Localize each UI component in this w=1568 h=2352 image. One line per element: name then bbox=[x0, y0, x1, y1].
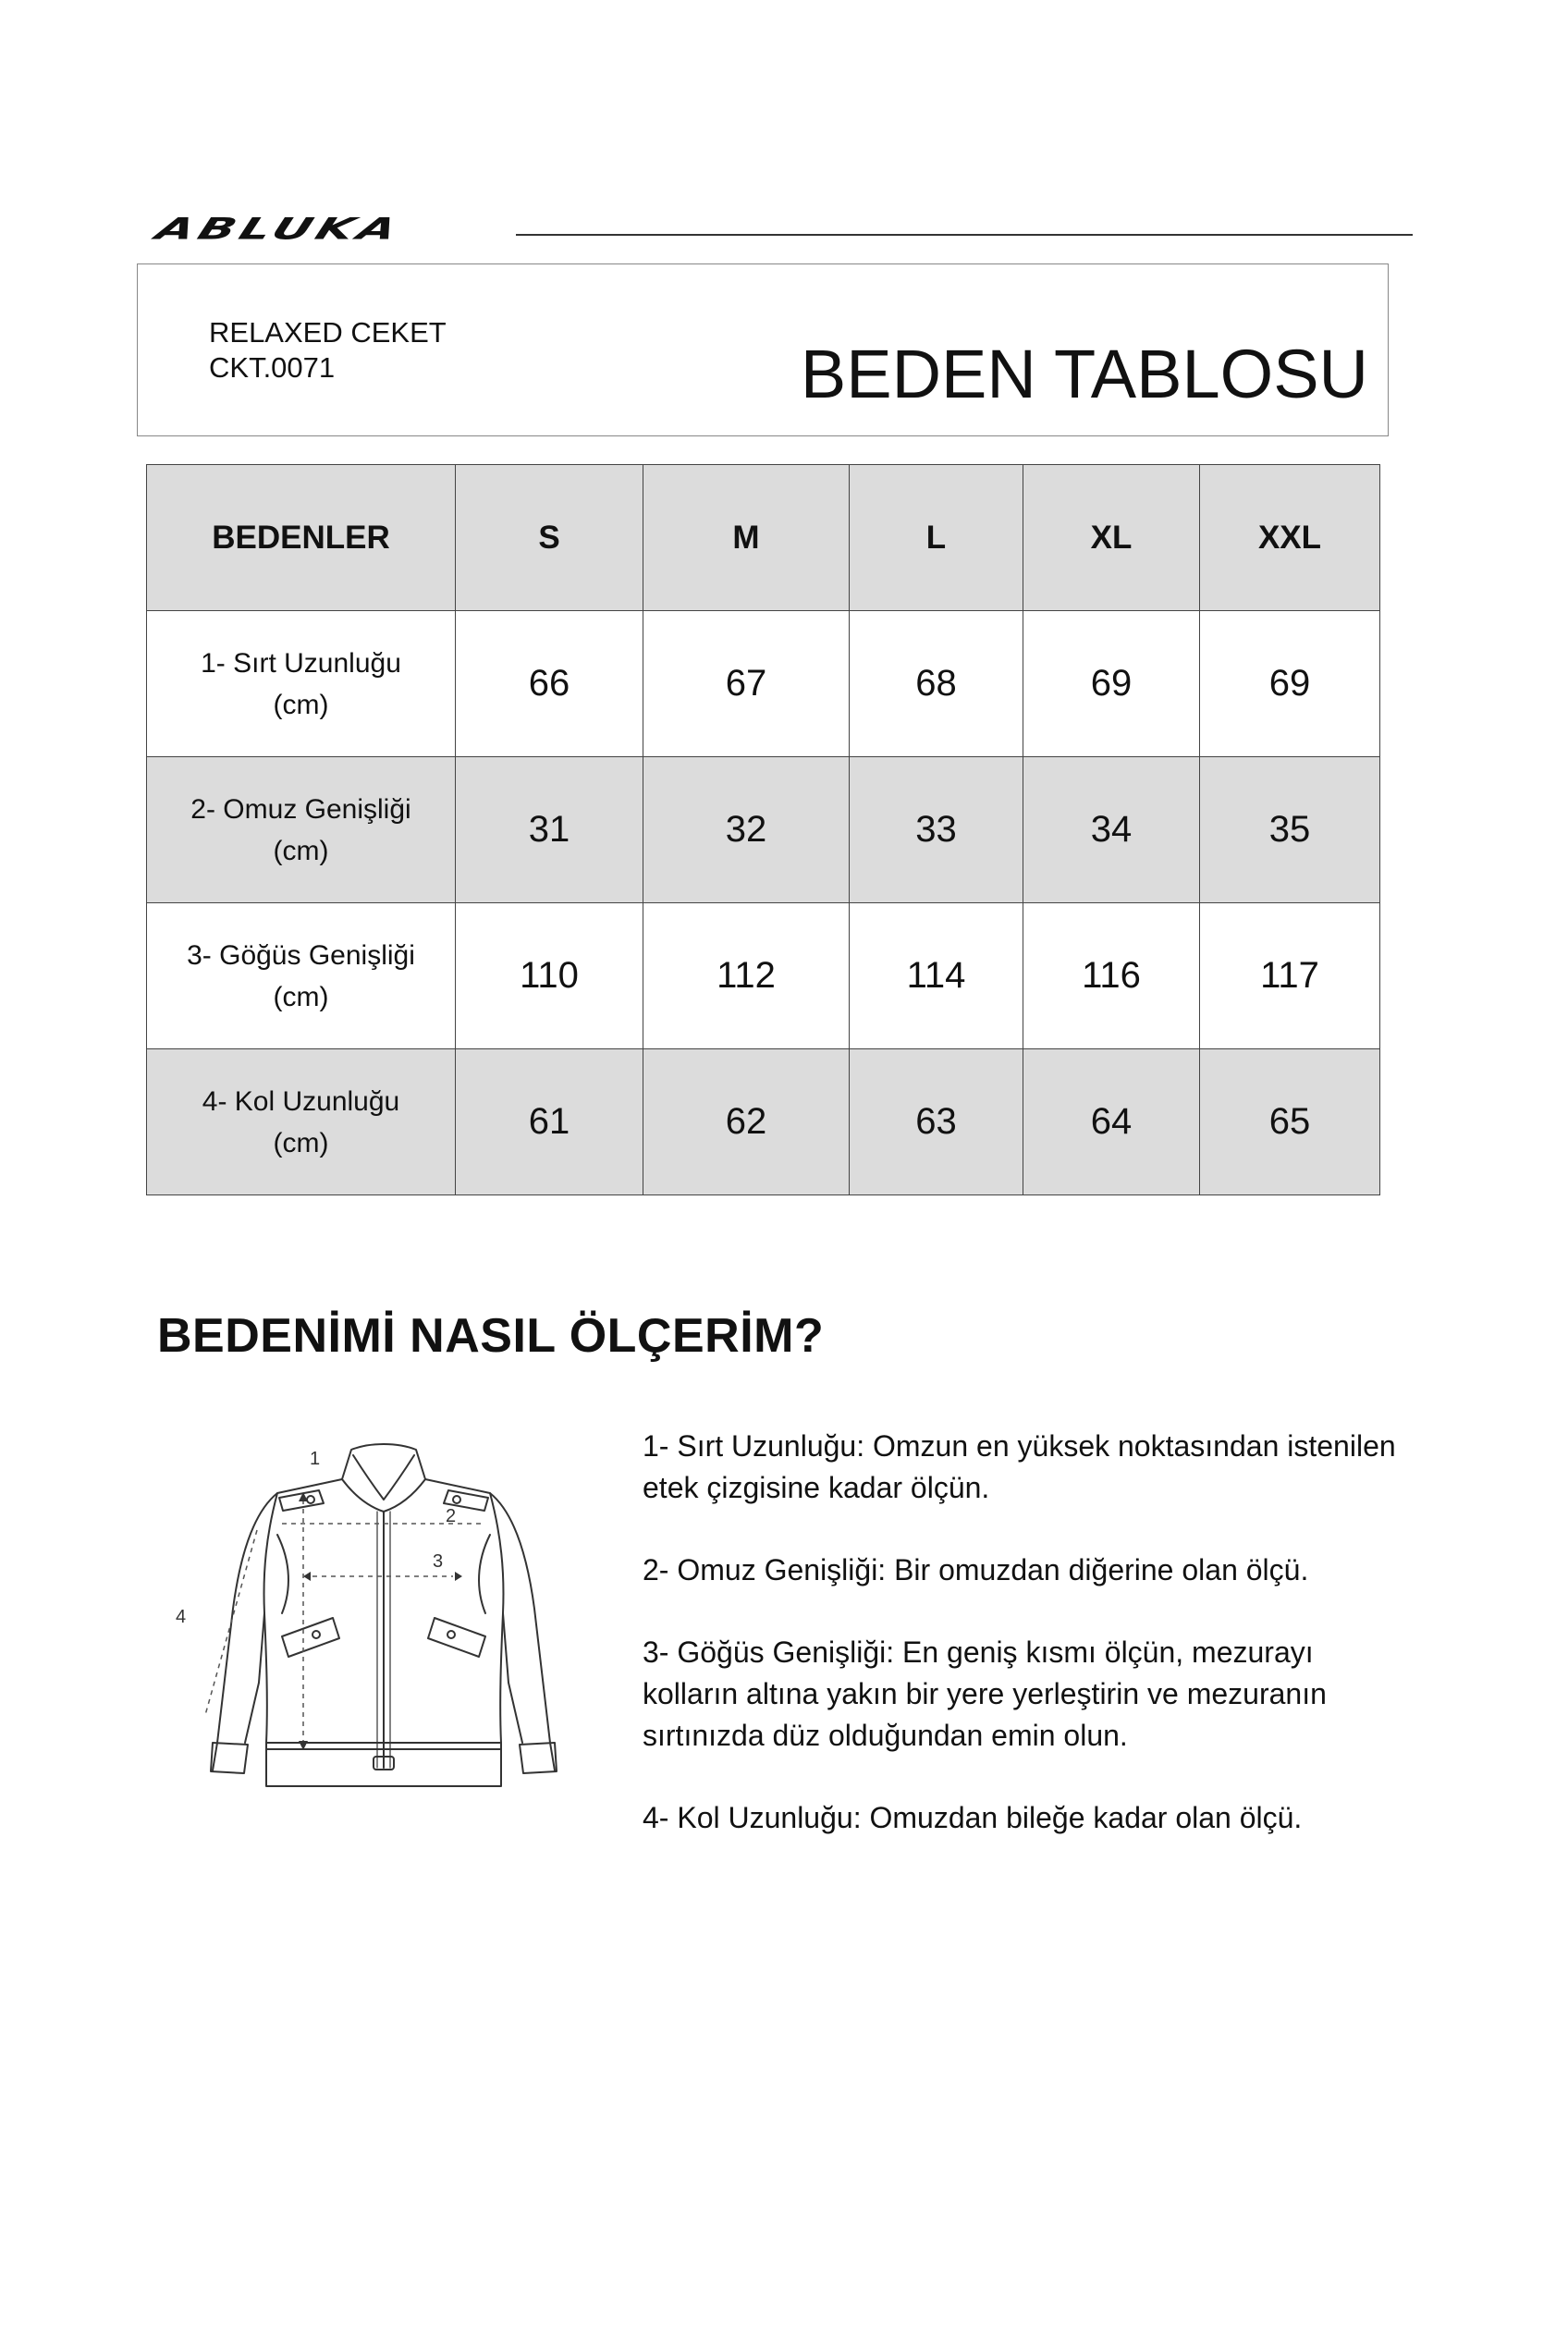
table-cell: 67 bbox=[643, 611, 850, 757]
header-cell-size: L bbox=[850, 465, 1023, 611]
brand-logo: ABLUKA bbox=[151, 212, 407, 247]
header-cell-sizes: BEDENLER bbox=[147, 465, 456, 611]
table-row bbox=[147, 1049, 1380, 1195]
instruction-sleeve-length: 4- Kol Uzunluğu: Omuzdan bileğe kadar olan ölçü. bbox=[643, 1801, 1303, 1834]
size-table bbox=[146, 464, 1380, 1195]
table-row bbox=[147, 903, 1380, 1049]
table-cell: 64 bbox=[1023, 1049, 1200, 1195]
row-label bbox=[147, 611, 456, 757]
table-cell: 114 bbox=[850, 903, 1023, 1049]
diagram-label: 2 bbox=[446, 1506, 457, 1526]
table-cell: 61 bbox=[456, 1049, 643, 1195]
size-table-header-row bbox=[147, 465, 1380, 611]
table-cell: 68 bbox=[850, 611, 1023, 757]
header-cell-size: M bbox=[643, 465, 850, 611]
row-label-text: 1- Sırt Uzunluğu bbox=[201, 647, 401, 679]
header-divider bbox=[516, 234, 1413, 236]
table-cell: 34 bbox=[1023, 757, 1200, 903]
row-label bbox=[147, 757, 456, 903]
table-cell: 66 bbox=[456, 611, 643, 757]
table-cell: 112 bbox=[643, 903, 850, 1049]
table-row bbox=[147, 611, 1380, 757]
diagram-label: 1 bbox=[310, 1449, 321, 1469]
row-label-unit: (cm) bbox=[273, 835, 329, 866]
table-cell: 110 bbox=[456, 903, 643, 1049]
table-cell: 63 bbox=[850, 1049, 1023, 1195]
table-cell: 65 bbox=[1200, 1049, 1380, 1195]
row-label-unit: (cm) bbox=[273, 981, 329, 1012]
row-label-text: 4- Kol Uzunluğu bbox=[202, 1085, 400, 1117]
jacket-measurement-diagram-icon bbox=[148, 1424, 601, 1840]
measurement-instructions bbox=[643, 1426, 1401, 1880]
header-cell-size: XL bbox=[1023, 465, 1200, 611]
table-cell: 117 bbox=[1200, 903, 1380, 1049]
diagram-label: 3 bbox=[433, 1551, 444, 1572]
product-code: CKT.0071 bbox=[209, 351, 336, 384]
row-label-text: 3- Göğüs Genişliği bbox=[187, 939, 415, 971]
table-cell: 69 bbox=[1023, 611, 1200, 757]
product-name: RELAXED CEKET bbox=[209, 316, 447, 349]
table-cell: 32 bbox=[643, 757, 850, 903]
instruction-chest-width: 3- Göğüs Genişliği: En geniş kısmı ölçün, mezurayı kolların altına yakın bir yere yerleştirin ve mezuranın sırtınızda düz olduğundan emin olun. bbox=[643, 1635, 1327, 1752]
instruction-shoulder-width: 2- Omuz Genişliği: Bir omuzdan diğerine olan ölçü. bbox=[643, 1553, 1309, 1586]
section-title: BEDENİMİ NASIL ÖLÇERİM? bbox=[157, 1309, 825, 1363]
row-label-text: 2- Omuz Genişliği bbox=[190, 793, 411, 825]
instruction-back-length: 1- Sırt Uzunluğu: Omzun en yüksek noktasından istenilen etek çizgisine kadar ölçün. bbox=[643, 1429, 1396, 1504]
table-cell: 35 bbox=[1200, 757, 1380, 903]
table-row bbox=[147, 757, 1380, 903]
table-cell: 116 bbox=[1023, 903, 1200, 1049]
table-cell: 62 bbox=[643, 1049, 850, 1195]
row-label bbox=[147, 903, 456, 1049]
header-cell-size: S bbox=[456, 465, 643, 611]
row-label-unit: (cm) bbox=[273, 689, 329, 720]
table-cell: 33 bbox=[850, 757, 1023, 903]
table-cell: 31 bbox=[456, 757, 643, 903]
diagram-label: 4 bbox=[176, 1607, 187, 1627]
row-label-unit: (cm) bbox=[273, 1127, 329, 1158]
page-title: BEDEN TABLOSU bbox=[800, 336, 1368, 412]
header-cell-size: XXL bbox=[1200, 465, 1380, 611]
row-label bbox=[147, 1049, 456, 1195]
table-cell: 69 bbox=[1200, 611, 1380, 757]
